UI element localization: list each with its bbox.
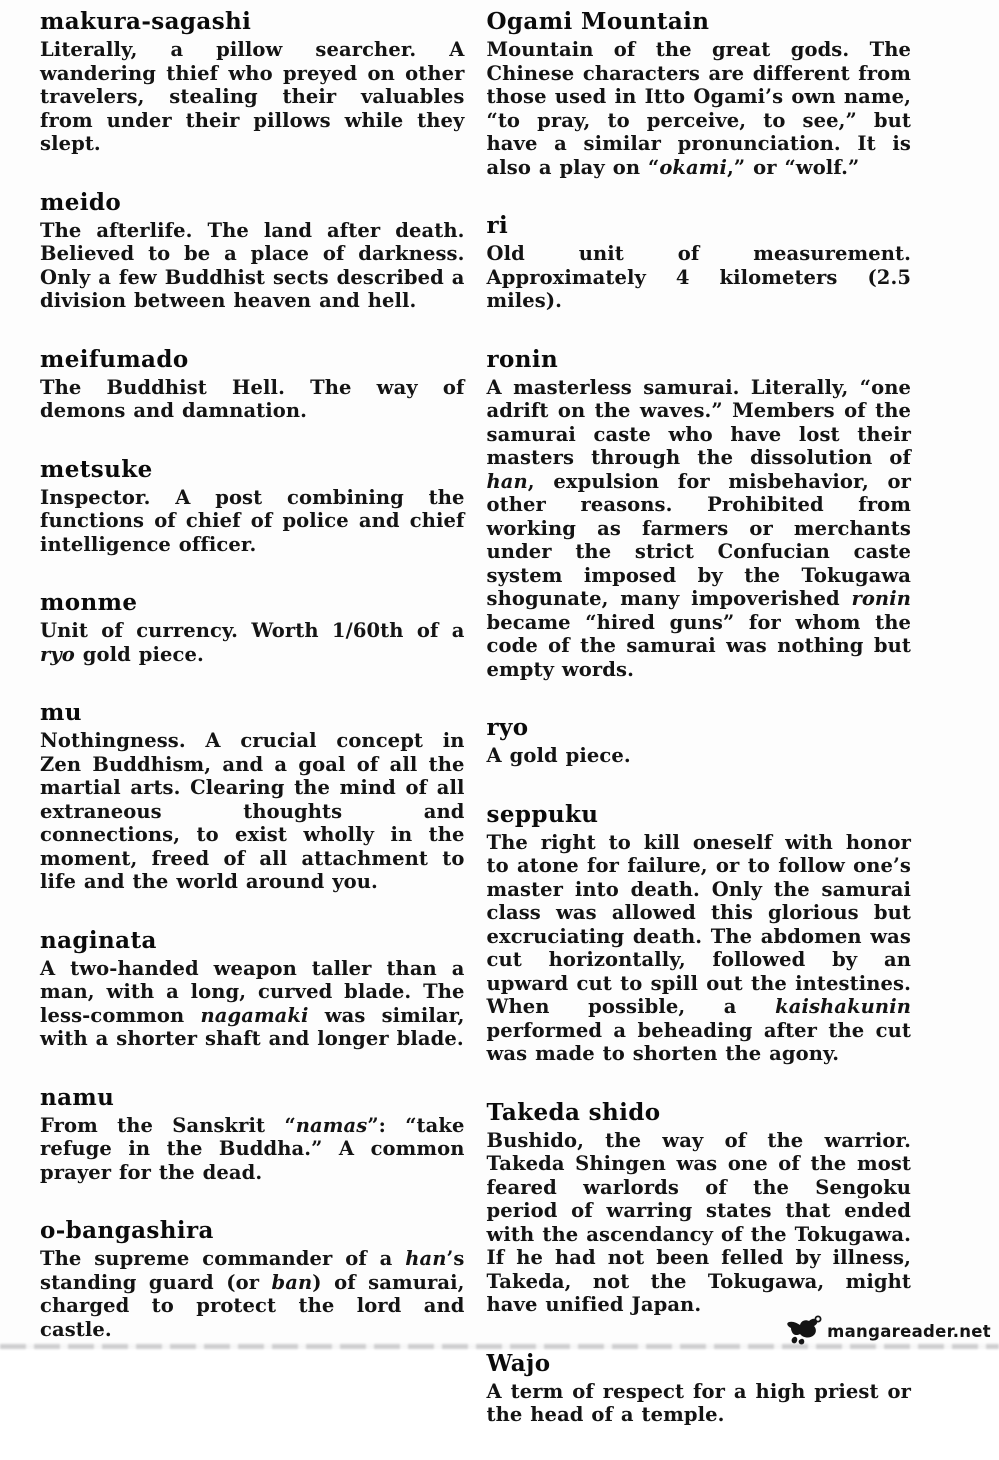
mangareader-creature-logo-icon <box>785 1314 825 1348</box>
glossary-term: mu <box>40 699 82 726</box>
glossary-entry <box>40 8 465 156</box>
definition-italic-segment: ronin <box>851 587 911 610</box>
glossary-term: ronin <box>486 345 559 373</box>
glossary-definition <box>40 219 465 313</box>
glossary-term: meido <box>40 188 122 216</box>
definition-italic-segment: han <box>486 469 528 493</box>
glossary-definition <box>487 38 912 179</box>
glossary-entry <box>487 1350 912 1427</box>
watermark-site-name: mangareader.net <box>827 1321 991 1341</box>
glossary-term: meifumado <box>40 345 189 373</box>
glossary-definition <box>40 376 465 423</box>
definition-text-segment: Literally, a pillow searcher. A wandering thief who preyed on other travelers, stealing their valuables from under their pillows while they slept. <box>40 38 465 155</box>
definition-text-segment: The Buddhist Hell. The way of demons and damnation. <box>40 375 465 422</box>
definition-text-segment: Mountain of the great gods. The Chinese characters are different from those used in Itto Ogami’s own name, “to pray, to perceive, to see,” but have a similar pronunciation. It is also a play on “ <box>486 38 911 179</box>
glossary-entry <box>487 212 912 313</box>
glossary-entry <box>40 1084 465 1185</box>
glossary-entry <box>487 801 912 1066</box>
definition-text-segment: The right to kill oneself with honor to atone for failure, or to follow one’s master into death. Only the samurai class was allowed this glorious but excruciating death. The abdomen was cut horizontally, followed by an upward cut to spill out the intestines. When possible, a <box>486 830 911 1018</box>
glossary-term: metsuke <box>40 455 153 483</box>
glossary-definition <box>487 1380 912 1427</box>
definition-text-segment: ’s standing guard (or <box>40 1247 465 1294</box>
definition-italic-segment: kaishakunin <box>775 995 911 1018</box>
definition-text-segment: The supreme commander of a <box>40 1247 406 1270</box>
glossary-term: ryo <box>486 714 529 741</box>
glossary-definition <box>487 1129 912 1317</box>
glossary-definition <box>40 1247 465 1341</box>
glossary-column-1 <box>40 8 465 1460</box>
definition-text-segment: A two-handed weapon taller than a man, with a long, curved blade. The less-common <box>40 956 465 1027</box>
glossary-definition <box>40 486 465 557</box>
definition-text-segment: Unit of currency. Worth 1/60th of a <box>40 619 465 642</box>
glossary-entry <box>487 1099 912 1317</box>
definition-text-segment: Bushido, the way of the warrior. Takeda Shingen was one of the most feared warlords of the Sengoku period of warring states that ended with the ascendancy of the Tokugawa. If he had not been felled by illness, Takeda, not the Tokugawa, might have unified Japan. <box>486 1128 911 1316</box>
glossary-term: namu <box>40 1083 115 1111</box>
definition-italic-segment: ban <box>271 1270 313 1294</box>
glossary-definition <box>40 957 465 1051</box>
watermark <box>785 1314 991 1348</box>
definition-text-segment: ) of samurai, charged to protect the lord and castle. <box>40 1270 465 1341</box>
glossary-definition <box>40 1114 465 1185</box>
definition-text-segment: Inspector. A post combining the functions of chief of police and chief intelligence officer. <box>40 485 465 556</box>
definition-italic-segment: han <box>405 1247 447 1270</box>
glossary-entry <box>40 589 465 666</box>
definition-text-segment: was similar, with a shorter shaft and longer blade. <box>40 1003 465 1050</box>
definition-text-segment: performed a beheading after the cut was made to shorten the agony. <box>486 1018 911 1065</box>
glossary-entry <box>487 714 912 768</box>
glossary-entry <box>40 699 465 894</box>
glossary-definition <box>487 831 912 1066</box>
glossary-entry <box>487 8 912 179</box>
definition-text-segment: A term of respect for a high priest or the head of a temple. <box>486 1379 911 1426</box>
definition-italic-segment: namas <box>295 1113 368 1137</box>
glossary-definition <box>487 242 912 313</box>
glossary-column-2 <box>487 8 912 1460</box>
glossary-entry <box>40 346 465 423</box>
glossary-entry <box>40 927 465 1051</box>
glossary-entry <box>40 1217 465 1341</box>
glossary-definition <box>40 619 465 666</box>
glossary-term: naginata <box>40 926 157 954</box>
glossary-term: monme <box>40 589 138 616</box>
glossary-term: Ogami Mountain <box>486 8 710 35</box>
definition-text-segment: A masterless samurai. Literally, “one adrift on the waves.” Members of the samurai caste who have lost their masters through the dissolution of <box>486 375 911 469</box>
definition-text-segment: ,” or “wolf.” <box>727 155 860 179</box>
definition-text-segment: , expulsion for misbehavior, or other reasons. Prohibited from working as farmers or merchants under the strict Confucian caste system imposed by the Tokugawa shogunate, many impoverished <box>486 469 911 610</box>
glossary-entry <box>487 346 912 682</box>
glossary-term: Takeda shido <box>486 1098 661 1126</box>
glossary-definition <box>40 38 465 156</box>
definition-text-segment: A gold piece. <box>486 744 631 767</box>
glossary-definition <box>487 744 912 768</box>
definition-text-segment: Old unit of measurement. Approximately 4 kilometers (2.5 miles). <box>486 242 911 312</box>
definition-italic-segment: nagamaki <box>200 1003 309 1027</box>
glossary-term: seppuku <box>486 800 599 828</box>
cropped-text-strip <box>0 1344 999 1349</box>
definition-text-segment: The afterlife. The land after death. Believed to be a place of darkness. Only a few Buddhist sects described a division between heaven and hell. <box>40 218 465 312</box>
definition-italic-segment: ryo <box>40 642 75 666</box>
definition-text-segment: became “hired guns” for whom the code of the samurai was nothing but empty words. <box>486 610 911 681</box>
glossary-term: makura-sagashi <box>40 8 252 35</box>
glossary-term: Wajo <box>486 1349 551 1377</box>
glossary-term: o-bangashira <box>40 1217 214 1244</box>
glossary-entry <box>40 189 465 313</box>
definition-text-segment: ”: “take refuge in the Buddha.” A common prayer for the dead. <box>40 1113 465 1184</box>
glossary-entry <box>40 456 465 557</box>
glossary-definition <box>40 729 465 894</box>
definition-text-segment: gold piece. <box>74 642 204 666</box>
glossary-definition <box>487 376 912 682</box>
definition-text-segment: Nothingness. A crucial concept in Zen Buddhism, and a goal of all the martial arts. Clearing the mind of all extraneous thoughts and connections, to exist wholly in the moment, freed of all attachment to life and the world around you. <box>40 729 465 893</box>
glossary-term: ri <box>486 212 509 239</box>
definition-italic-segment: okami <box>659 155 728 179</box>
definition-text-segment: From the Sanskrit “ <box>40 1113 296 1137</box>
